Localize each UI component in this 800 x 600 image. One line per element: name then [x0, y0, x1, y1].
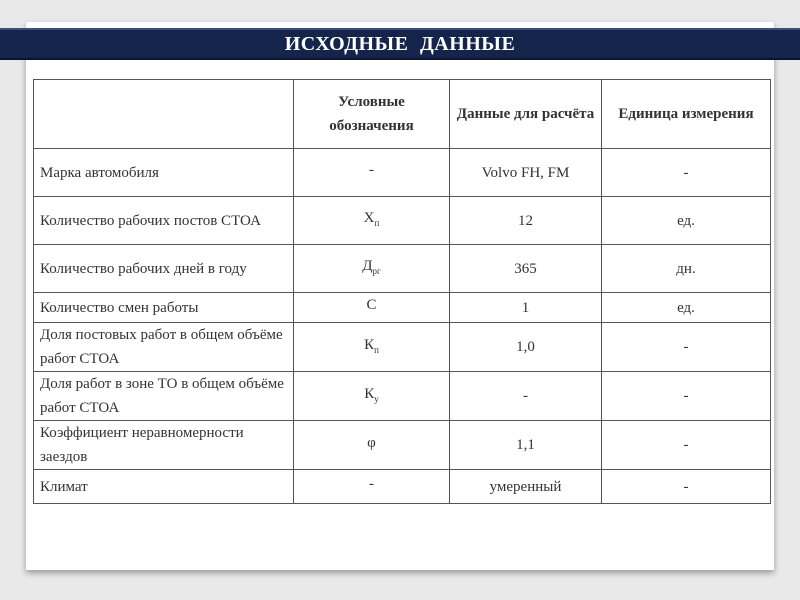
- row-symbol: С: [294, 293, 450, 323]
- row-value: 1: [450, 293, 602, 323]
- table-row: [34, 323, 771, 372]
- row-label: Марка автомобиля: [34, 149, 294, 197]
- page-title: ИСХОДНЫЕ ДАННЫЕ: [284, 33, 516, 55]
- table-row: [34, 421, 771, 470]
- row-unit: -: [602, 323, 771, 372]
- table-row: [34, 372, 771, 421]
- row-label: Доля работ в зоне ТО в общем объёме работ СТОА: [34, 372, 294, 421]
- row-unit: -: [602, 470, 771, 504]
- column-header: [34, 80, 294, 149]
- row-value: 1,0: [450, 323, 602, 372]
- row-label: Количество смен работы: [34, 293, 294, 323]
- row-label: Коэффициент неравномерности заездов: [34, 421, 294, 470]
- table-row: [34, 293, 771, 323]
- row-label: Доля постовых работ в общем объёме работ СТОА: [34, 323, 294, 372]
- row-value: 12: [450, 197, 602, 245]
- column-header: Условные обозначения: [294, 80, 450, 149]
- row-unit: -: [602, 421, 771, 470]
- row-label: Количество рабочих постов СТОА: [34, 197, 294, 245]
- data-table: [33, 79, 771, 504]
- table-row: [34, 149, 771, 197]
- table-row: [34, 197, 771, 245]
- title-banner: [0, 28, 800, 60]
- row-symbol: -: [294, 149, 450, 197]
- row-value: -: [450, 372, 602, 421]
- row-value: 365: [450, 245, 602, 293]
- row-symbol: $К_п$: [294, 323, 450, 372]
- row-unit: -: [602, 149, 771, 197]
- row-unit: -: [602, 372, 771, 421]
- column-header: Данные для расчёта: [450, 80, 602, 149]
- row-symbol: $К_у$: [294, 372, 450, 421]
- table-header-row: [34, 80, 771, 149]
- row-unit: ед.: [602, 293, 771, 323]
- column-header: Единица измерения: [602, 80, 771, 149]
- row-unit: ед.: [602, 197, 771, 245]
- row-unit: дн.: [602, 245, 771, 293]
- row-value: Volvo FH, FM: [450, 149, 602, 197]
- row-symbol: φ: [294, 421, 450, 470]
- row-label: Климат: [34, 470, 294, 504]
- row-symbol: $Х_п$: [294, 197, 450, 245]
- table-row: [34, 245, 771, 293]
- row-label: Количество рабочих дней в году: [34, 245, 294, 293]
- row-value: 1,1: [450, 421, 602, 470]
- row-symbol: -: [294, 470, 450, 504]
- row-value: умеренный: [450, 470, 602, 504]
- table-row: [34, 470, 771, 504]
- row-symbol: $Д_{рг}$: [294, 245, 450, 293]
